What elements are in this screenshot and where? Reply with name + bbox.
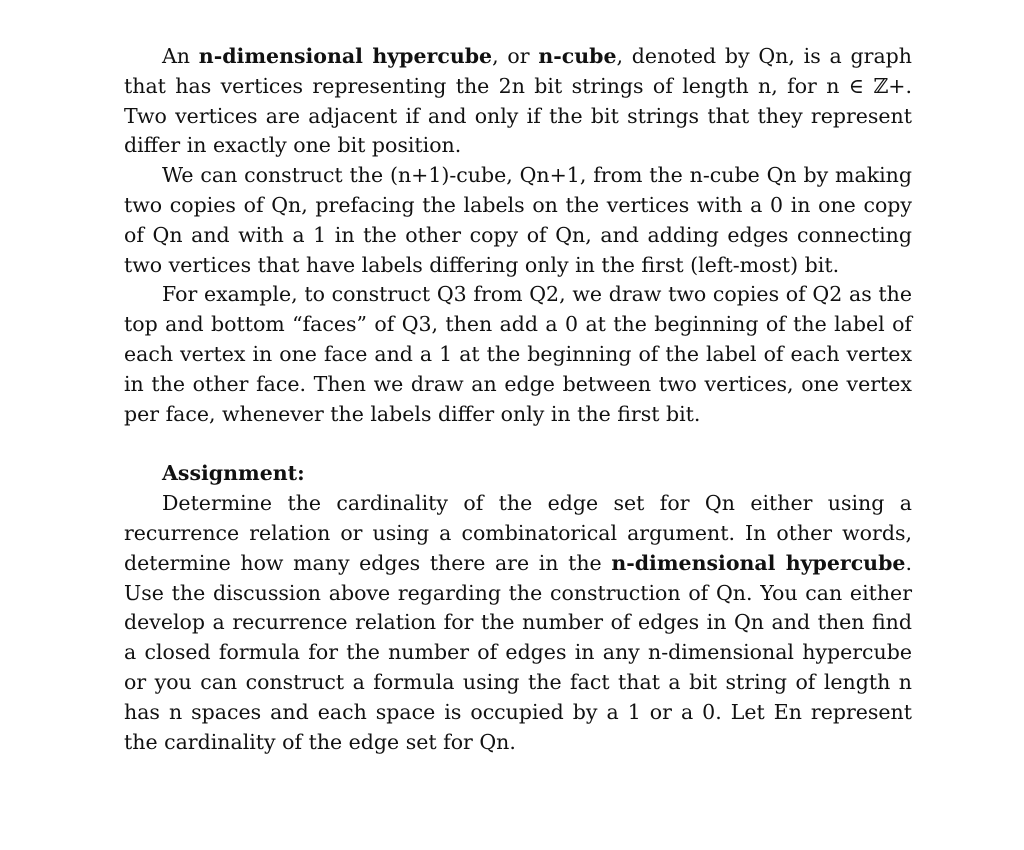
spacer: [124, 429, 912, 459]
text-run: . Use the discussion above regarding the construction of Qn. You can either develop a recurrence relation for the number of edges in Qn and then find a closed formula for the number of edges in any n-dimensional hypercube or you can construct a formula using the fact that a bit string of length n has n spaces and each space is occupied by a 1 or a 0. Let En represent the cardinality of the edge set for Qn.: [124, 550, 912, 754]
text-run: , or: [492, 44, 539, 68]
bold-term-hypercube: n-dimensional hypercube: [611, 550, 906, 575]
assignment-heading: Assignment:: [162, 461, 305, 486]
text-run: , denoted by Qn, is a graph that has vertices representing the 2n bit strings of length n, for n ∈ ℤ+. Two vertices are adjacent if and only if the bit strings that they represent differ in exactly one bit position.: [124, 44, 912, 158]
text-run: Determine the cardinality of the edge set for Qn either using a recurrence relation or using a combinatorical argument. In other words, determine how many edges there are in the: [124, 491, 912, 575]
text-run: An: [162, 44, 199, 68]
bold-term-ncube: n-cube: [538, 44, 617, 68]
paragraph-example: For example, to construct Q3 from Q2, we draw two copies of Q2 as the top and bottom “faces” of Q3, then add a 0 at the beginning of the label of each vertex in one face and a 1 at the beginning of the label of each vertex in the other face. Then we draw an edge between two vertices, one vertex per face, whenever the labels differ only in the first bit.: [124, 282, 912, 426]
bold-term-hypercube: n-dimensional hypercube: [198, 44, 493, 68]
document-page: [124, 42, 912, 757]
paragraph-assignment: [124, 489, 912, 757]
paragraph-construction: We can construct the (n+1)-cube, Qn+1, from the n-cube Qn by making two copies of Qn, prefacing the labels on the vertices with a 0 in one copy of Qn and with a 1 in the other copy of Qn, and adding edges connecting two vertices that have labels differing only in the first (left-most) bit.: [124, 163, 912, 277]
paragraph-definition: [124, 42, 912, 161]
